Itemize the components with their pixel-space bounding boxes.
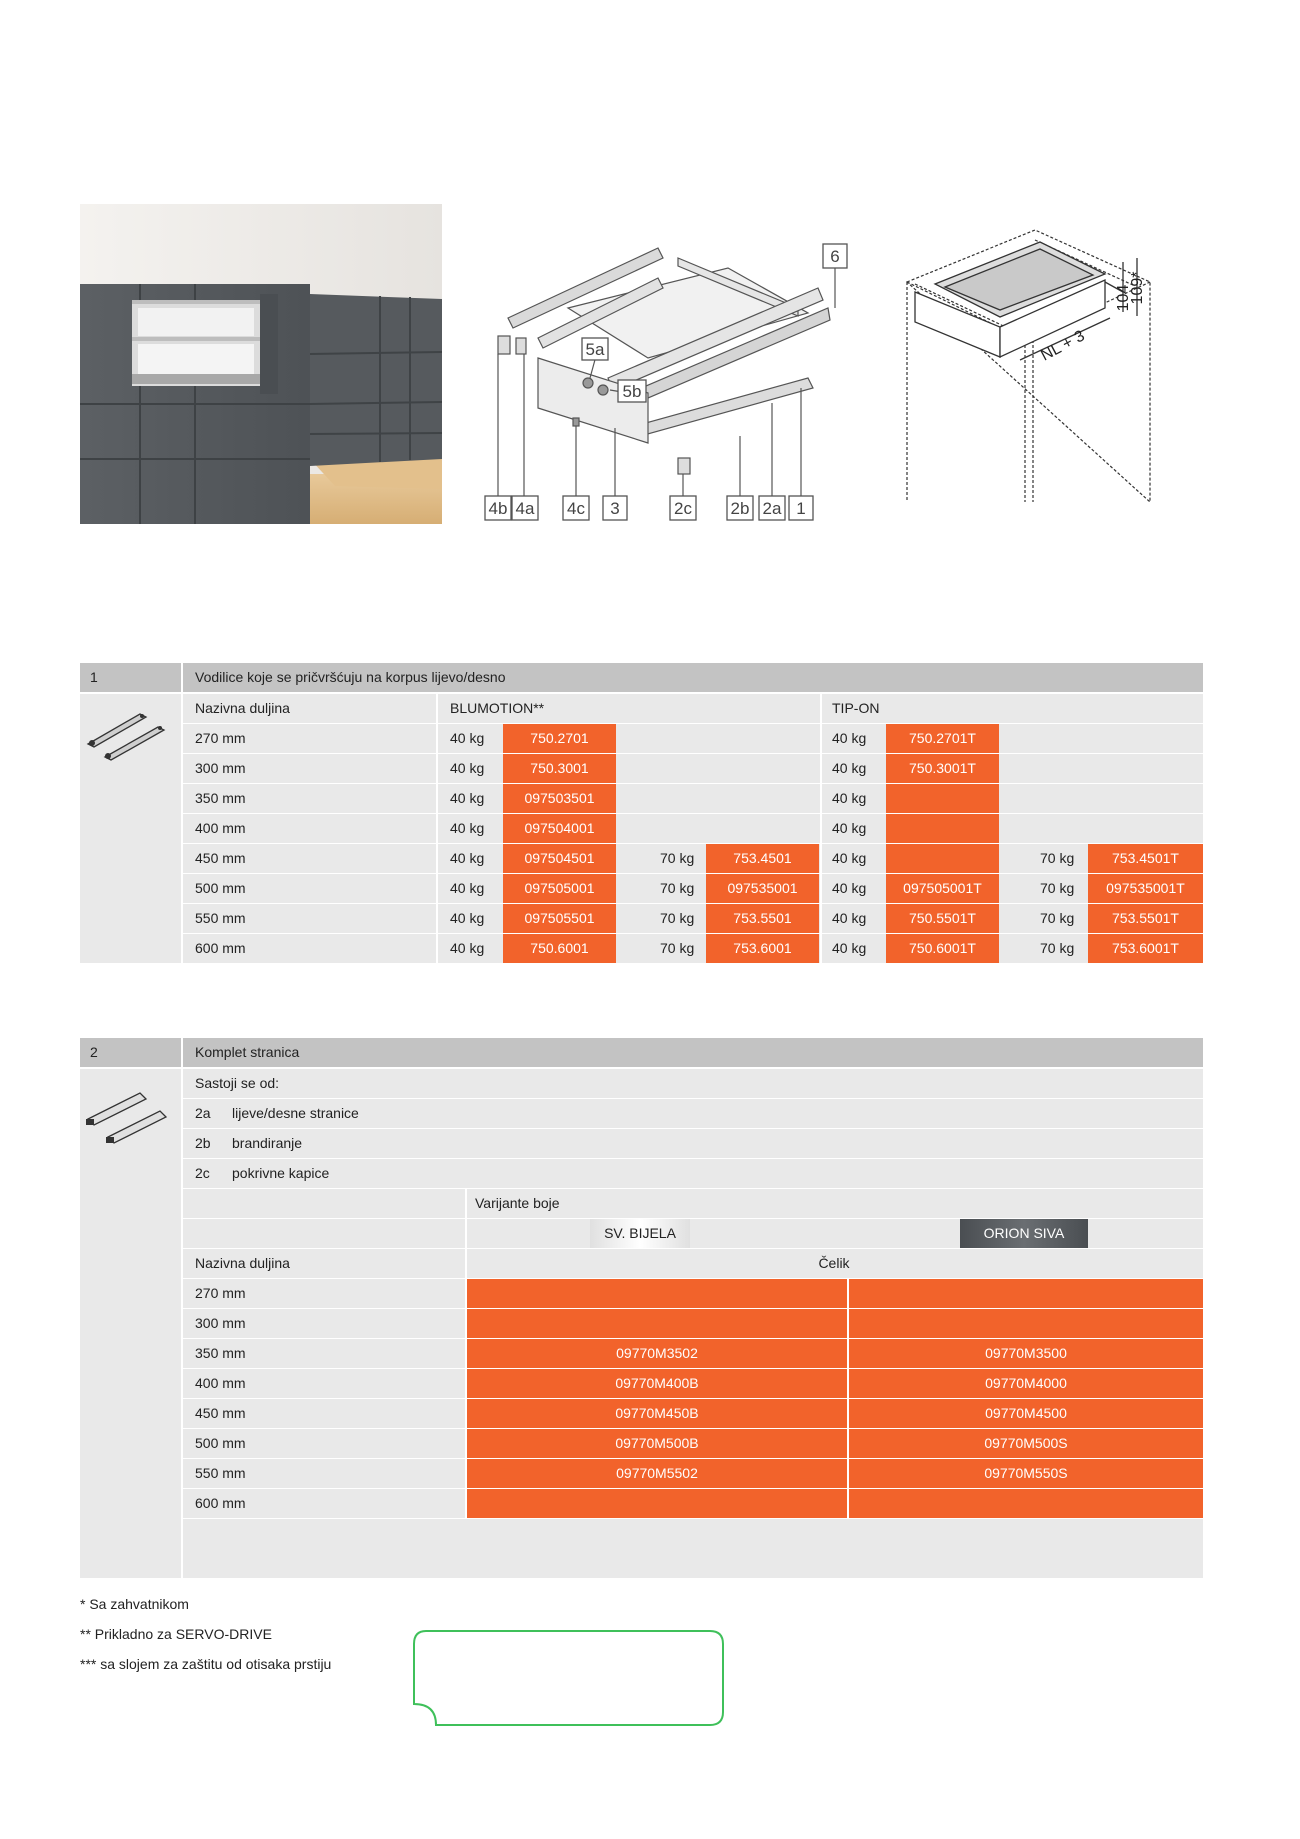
table-row: [183, 1189, 1203, 1218]
row-length: 450 mm: [195, 850, 246, 866]
article-code-white: 09770M400B: [467, 1369, 847, 1398]
table-row: [183, 1159, 1203, 1188]
article-code: 097535001T: [1088, 874, 1203, 903]
green-outline-box: [412, 1630, 724, 1726]
svg-text:1: 1: [796, 499, 806, 518]
table-row: [183, 1129, 1203, 1158]
article-code: [886, 844, 999, 873]
article-code-grey: 09770M3500: [849, 1339, 1203, 1368]
article-code-grey: [849, 1309, 1203, 1338]
row-weight-blumotion-40: 40 kg: [450, 940, 485, 956]
footnote-1: * Sa zahvatnikom: [80, 1596, 189, 1612]
row-weight-blumotion-70: 70 kg: [660, 940, 695, 956]
article-code-white: 09770M450B: [467, 1399, 847, 1428]
article-code: 750.3001: [503, 754, 616, 783]
exploded-drawer-diagram: [478, 228, 848, 528]
row-length: 550 mm: [195, 1465, 246, 1481]
row-length: 600 mm: [195, 940, 246, 956]
consists-of-label: Sastoji se od:: [195, 1075, 280, 1091]
article-code: 097535001: [706, 874, 819, 903]
header-row-bg: [183, 694, 1203, 723]
col-tipon-header: TIP-ON: [832, 700, 880, 716]
part-label: brandiranje: [232, 1135, 303, 1151]
row-weight-tipon-40: 40 kg: [832, 910, 867, 926]
section-number: 2: [90, 1044, 98, 1060]
table-row: [183, 754, 1203, 783]
row-length: 270 mm: [195, 1285, 246, 1301]
article-code: 097503501: [503, 784, 616, 813]
row-weight-tipon-70: 70 kg: [1040, 880, 1075, 896]
section-number: 1: [90, 669, 98, 685]
table-row: [183, 814, 1203, 843]
svg-text:2b: 2b: [730, 499, 750, 518]
cabinet-dimension-diagram: [905, 222, 1225, 507]
svg-text:5a: 5a: [585, 340, 605, 359]
row-length: 350 mm: [195, 790, 246, 806]
article-code: 750.5501T: [886, 904, 999, 933]
article-code: 753.6001T: [1088, 934, 1203, 963]
svg-text:4c: 4c: [567, 499, 585, 518]
article-code-white: 09770M500B: [467, 1429, 847, 1458]
row-weight-blumotion-40: 40 kg: [450, 790, 485, 806]
part-label: pokrivne kapice: [232, 1165, 330, 1181]
footnote-2: ** Prikladno za SERVO-DRIVE: [80, 1626, 272, 1642]
runner-icon-cell: [80, 694, 181, 963]
article-code-white: [467, 1309, 847, 1338]
row-weight-blumotion-70: 70 kg: [660, 850, 695, 866]
article-code: 753.4501T: [1088, 844, 1203, 873]
side-panels-table: [80, 1038, 1203, 1578]
row-weight-tipon-70: 70 kg: [1040, 940, 1075, 956]
row-weight-tipon-40: 40 kg: [832, 880, 867, 896]
col-blumotion-header: BLUMOTION**: [450, 700, 545, 716]
article-code: 750.2701: [503, 724, 616, 753]
color-swatch-grey: ORION SIVA: [960, 1219, 1088, 1248]
row-length: 600 mm: [195, 1495, 246, 1511]
row-weight-blumotion-40: 40 kg: [450, 910, 485, 926]
row-length: 400 mm: [195, 1375, 246, 1391]
article-code-grey: [849, 1489, 1203, 1518]
row-weight-tipon-70: 70 kg: [1040, 910, 1075, 926]
svg-text:109*: 109*: [1129, 271, 1146, 305]
article-code: 753.6001: [706, 934, 819, 963]
article-code: 097504001: [503, 814, 616, 843]
svg-text:104: 104: [1115, 284, 1132, 312]
kitchen-drawer-photo: [80, 204, 442, 524]
article-code: 750.6001: [503, 934, 616, 963]
article-code: [886, 784, 999, 813]
row-length: 350 mm: [195, 1345, 246, 1361]
table-row: [183, 1069, 1203, 1098]
row-length: 300 mm: [195, 1315, 246, 1331]
table-row: [183, 724, 1203, 753]
row-weight-blumotion-40: 40 kg: [450, 820, 485, 836]
article-code: 753.5501: [706, 904, 819, 933]
article-code-white: [467, 1279, 847, 1308]
row-weight-tipon-40: 40 kg: [832, 820, 867, 836]
row-weight-tipon-40: 40 kg: [832, 760, 867, 776]
row-length: 550 mm: [195, 910, 246, 926]
table-row: [183, 784, 1203, 813]
table-footer-space: [183, 1519, 1203, 1578]
row-weight-tipon-40: 40 kg: [832, 790, 867, 806]
article-code-grey: 09770M550S: [849, 1459, 1203, 1488]
side-panel-icon-cell: [80, 1069, 181, 1578]
row-length: 500 mm: [195, 880, 246, 896]
row-weight-blumotion-40: 40 kg: [450, 730, 485, 746]
article-code: 097504501: [503, 844, 616, 873]
col-length-header: Nazivna duljina: [195, 1255, 290, 1271]
part-id: 2b: [195, 1135, 211, 1151]
svg-text:2c: 2c: [674, 499, 692, 518]
article-code: 097505501: [503, 904, 616, 933]
svg-text:5b: 5b: [622, 382, 642, 401]
color-variants-label: Varijante boje: [475, 1195, 560, 1211]
svg-text:4a: 4a: [515, 499, 535, 518]
part-id: 2c: [195, 1165, 210, 1181]
row-length: 300 mm: [195, 760, 246, 776]
row-weight-tipon-70: 70 kg: [1040, 850, 1075, 866]
row-length: 400 mm: [195, 820, 246, 836]
material-header: Čelik: [818, 1255, 850, 1271]
row-weight-blumotion-40: 40 kg: [450, 880, 485, 896]
section-title: Vodilice koje se pričvršćuju na korpus lijevo/desno: [195, 669, 506, 685]
part-label: lijeve/desne stranice: [232, 1105, 359, 1121]
article-code-grey: 09770M4000: [849, 1369, 1203, 1398]
article-code: 097505001T: [886, 874, 999, 903]
article-code-white: [467, 1489, 847, 1518]
row-weight-tipon-40: 40 kg: [832, 850, 867, 866]
side-panel-icon: [80, 1079, 181, 1149]
row-weight-tipon-40: 40 kg: [832, 940, 867, 956]
row-weight-blumotion-40: 40 kg: [450, 850, 485, 866]
svg-text:NL + 3: NL + 3: [1038, 327, 1088, 365]
article-code: [886, 814, 999, 843]
article-code: 750.6001T: [886, 934, 999, 963]
row-length: 450 mm: [195, 1405, 246, 1421]
article-code: 750.3001T: [886, 754, 999, 783]
row-length: 270 mm: [195, 730, 246, 746]
row-weight-blumotion-70: 70 kg: [660, 910, 695, 926]
article-code: 753.4501: [706, 844, 819, 873]
column-divider: [820, 694, 822, 963]
svg-text:3: 3: [610, 499, 620, 518]
section-title: Komplet stranica: [195, 1044, 300, 1060]
article-code-grey: 09770M4500: [849, 1399, 1203, 1428]
color-swatch-white: SV. BIJELA: [590, 1219, 690, 1248]
article-code-white: 09770M3502: [467, 1339, 847, 1368]
row-weight-tipon-40: 40 kg: [832, 730, 867, 746]
column-divider: [465, 1189, 467, 1279]
article-code-white: 09770M5502: [467, 1459, 847, 1488]
footnote-3: *** sa slojem za zaštitu od otisaka prstiju: [80, 1656, 332, 1672]
svg-text:2a: 2a: [762, 499, 782, 518]
runner-icon: [80, 699, 181, 769]
article-code: 097505001: [503, 874, 616, 903]
col-length-header: Nazivna duljina: [195, 700, 290, 716]
row-weight-blumotion-70: 70 kg: [660, 880, 695, 896]
row-weight-blumotion-40: 40 kg: [450, 760, 485, 776]
callout-6: 6: [830, 247, 840, 266]
article-code: 750.2701T: [886, 724, 999, 753]
row-length: 500 mm: [195, 1435, 246, 1451]
svg-text:4b: 4b: [488, 499, 508, 518]
article-code-grey: 09770M500S: [849, 1429, 1203, 1458]
runners-table: [80, 663, 1203, 963]
article-code: 753.5501T: [1088, 904, 1203, 933]
article-code-grey: [849, 1279, 1203, 1308]
column-divider: [436, 694, 438, 963]
part-id: 2a: [195, 1105, 211, 1121]
